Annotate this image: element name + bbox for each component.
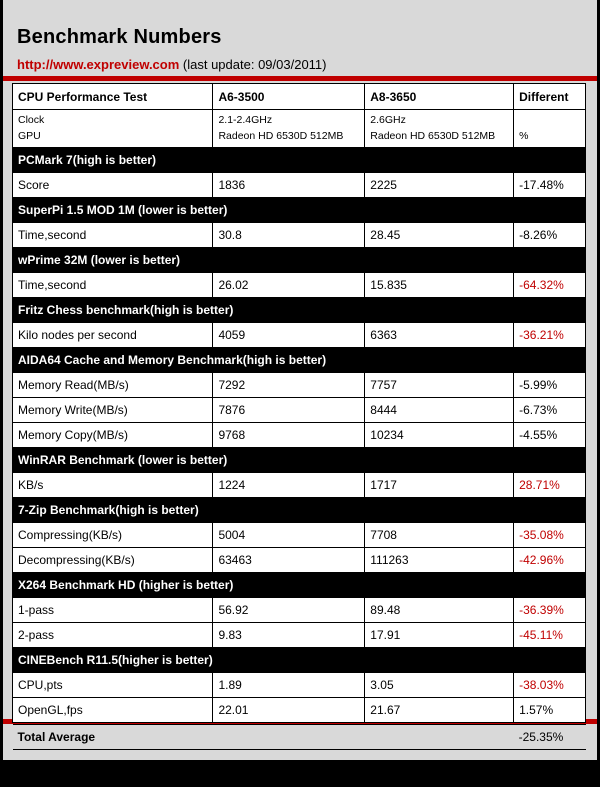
- diff-value: -4.55%: [514, 423, 586, 448]
- diff-value: -6.73%: [514, 398, 586, 423]
- page-title: Benchmark Numbers: [17, 26, 222, 48]
- a6-value: 1224: [213, 473, 365, 498]
- section-title: wPrime 32M (lower is better): [13, 248, 586, 273]
- diff-value: -35.08%: [514, 523, 586, 548]
- table-row: [13, 698, 586, 723]
- diff-value: -8.26%: [514, 223, 586, 248]
- diff-value: 1.57%: [514, 698, 586, 723]
- section-header-row: [13, 148, 586, 173]
- row-label: OpenGL,fps: [13, 698, 213, 723]
- gpu-label: GPU: [18, 130, 41, 142]
- row-label: Time,second: [13, 273, 213, 298]
- a8-value: 8444: [365, 398, 514, 423]
- a8-value: 2225: [365, 173, 514, 198]
- a6-value: 30.8: [213, 223, 365, 248]
- header-diff: Different: [514, 84, 586, 110]
- section-title: CINEBench R11.5(higher is better): [13, 648, 586, 673]
- spec-diff: [514, 110, 586, 148]
- a6-value: 4059: [213, 323, 365, 348]
- row-label: KB/s: [13, 473, 213, 498]
- a8-value: 7708: [365, 523, 514, 548]
- table-row: [13, 473, 586, 498]
- row-label: Compressing(KB/s): [13, 523, 213, 548]
- a6-gpu: Radeon HD 6530D 512MB: [218, 130, 344, 142]
- section-title: 7-Zip Benchmark(high is better): [13, 498, 586, 523]
- table-row: [13, 623, 586, 648]
- a8-value: 21.67: [365, 698, 514, 723]
- diff-value: -45.11%: [514, 623, 586, 648]
- section-title: SuperPi 1.5 MOD 1M (lower is better): [13, 198, 586, 223]
- total-row: [13, 725, 586, 750]
- row-label: 2-pass: [13, 623, 213, 648]
- table-row: [13, 523, 586, 548]
- a6-value: 5004: [213, 523, 365, 548]
- source-link[interactable]: http://www.expreview.com: [17, 57, 180, 72]
- a8-value: 15.835: [365, 273, 514, 298]
- spec-labels: [13, 110, 213, 148]
- spec-a6: [213, 110, 365, 148]
- section-title: AIDA64 Cache and Memory Benchmark(high is better): [13, 348, 586, 373]
- table-header-row: [13, 84, 586, 110]
- source-line: [17, 57, 327, 72]
- a6-value: 9768: [213, 423, 365, 448]
- a6-clock: 2.1-2.4GHz: [218, 114, 273, 126]
- row-label: Memory Read(MB/s): [13, 373, 213, 398]
- a6-value: 7876: [213, 398, 365, 423]
- spec-a8: [365, 110, 514, 148]
- a6-value: 1836: [213, 173, 365, 198]
- a6-value: 9.83: [213, 623, 365, 648]
- row-label: Score: [13, 173, 213, 198]
- section-header-row: [13, 573, 586, 598]
- a8-value: 6363: [365, 323, 514, 348]
- a8-value: 1717: [365, 473, 514, 498]
- table-row: [13, 223, 586, 248]
- a6-value: 22.01: [213, 698, 365, 723]
- diff-value: -17.48%: [514, 173, 586, 198]
- section-title: Fritz Chess benchmark(high is better): [13, 298, 586, 323]
- total-value: -25.35%: [514, 725, 586, 750]
- table-row: [13, 373, 586, 398]
- section-header-row: [13, 348, 586, 373]
- row-label: Decompressing(KB/s): [13, 548, 213, 573]
- diff-unit: %: [519, 130, 529, 142]
- section-header-row: [13, 248, 586, 273]
- row-label: Kilo nodes per second: [13, 323, 213, 348]
- a6-value: 63463: [213, 548, 365, 573]
- header-a8: A8-3650: [365, 84, 514, 110]
- a6-value: 7292: [213, 373, 365, 398]
- a8-value: 17.91: [365, 623, 514, 648]
- table-row: [13, 398, 586, 423]
- a8-value: 111263: [365, 548, 514, 573]
- a8-value: 10234: [365, 423, 514, 448]
- a8-value: 28.45: [365, 223, 514, 248]
- a8-gpu: Radeon HD 6530D 512MB: [370, 130, 496, 142]
- benchmark-table: [12, 83, 586, 750]
- table-row: [13, 273, 586, 298]
- header-a6: A6-3500: [213, 84, 365, 110]
- a8-value: 7757: [365, 373, 514, 398]
- section-header-row: [13, 648, 586, 673]
- a6-value: 56.92: [213, 598, 365, 623]
- total-label: Total Average: [13, 725, 514, 750]
- spec-row: [13, 110, 586, 148]
- section-title: PCMark 7(high is better): [13, 148, 586, 173]
- row-label: Memory Write(MB/s): [13, 398, 213, 423]
- section-header-row: [13, 198, 586, 223]
- diff-value: -5.99%: [514, 373, 586, 398]
- section-header-row: [13, 498, 586, 523]
- table-row: [13, 548, 586, 573]
- a6-value: 26.02: [213, 273, 365, 298]
- a6-value: 1.89: [213, 673, 365, 698]
- section-title: X264 Benchmark HD (higher is better): [13, 573, 586, 598]
- row-label: Memory Copy(MB/s): [13, 423, 213, 448]
- update-text: (last update: 09/03/2011): [179, 57, 327, 72]
- a8-value: 89.48: [365, 598, 514, 623]
- header-test: CPU Performance Test: [13, 84, 213, 110]
- row-label: CPU,pts: [13, 673, 213, 698]
- diff-value: -42.96%: [514, 548, 586, 573]
- row-label: 1-pass: [13, 598, 213, 623]
- top-red-rule: [3, 76, 597, 81]
- bottom-band: [0, 760, 600, 787]
- table-row: [13, 423, 586, 448]
- diff-value: 28.71%: [514, 473, 586, 498]
- table-row: [13, 673, 586, 698]
- diff-value: -36.39%: [514, 598, 586, 623]
- clock-label: Clock: [18, 114, 45, 126]
- section-title: WinRAR Benchmark (lower is better): [13, 448, 586, 473]
- left-border: [0, 0, 3, 787]
- table-row: [13, 598, 586, 623]
- diff-value: -36.21%: [514, 323, 586, 348]
- row-label: Time,second: [13, 223, 213, 248]
- diff-value: -38.03%: [514, 673, 586, 698]
- section-header-row: [13, 298, 586, 323]
- diff-value: -64.32%: [514, 273, 586, 298]
- table-row: [13, 173, 586, 198]
- a8-clock: 2.6GHz: [370, 114, 406, 126]
- table-row: [13, 323, 586, 348]
- section-header-row: [13, 448, 586, 473]
- a8-value: 3.05: [365, 673, 514, 698]
